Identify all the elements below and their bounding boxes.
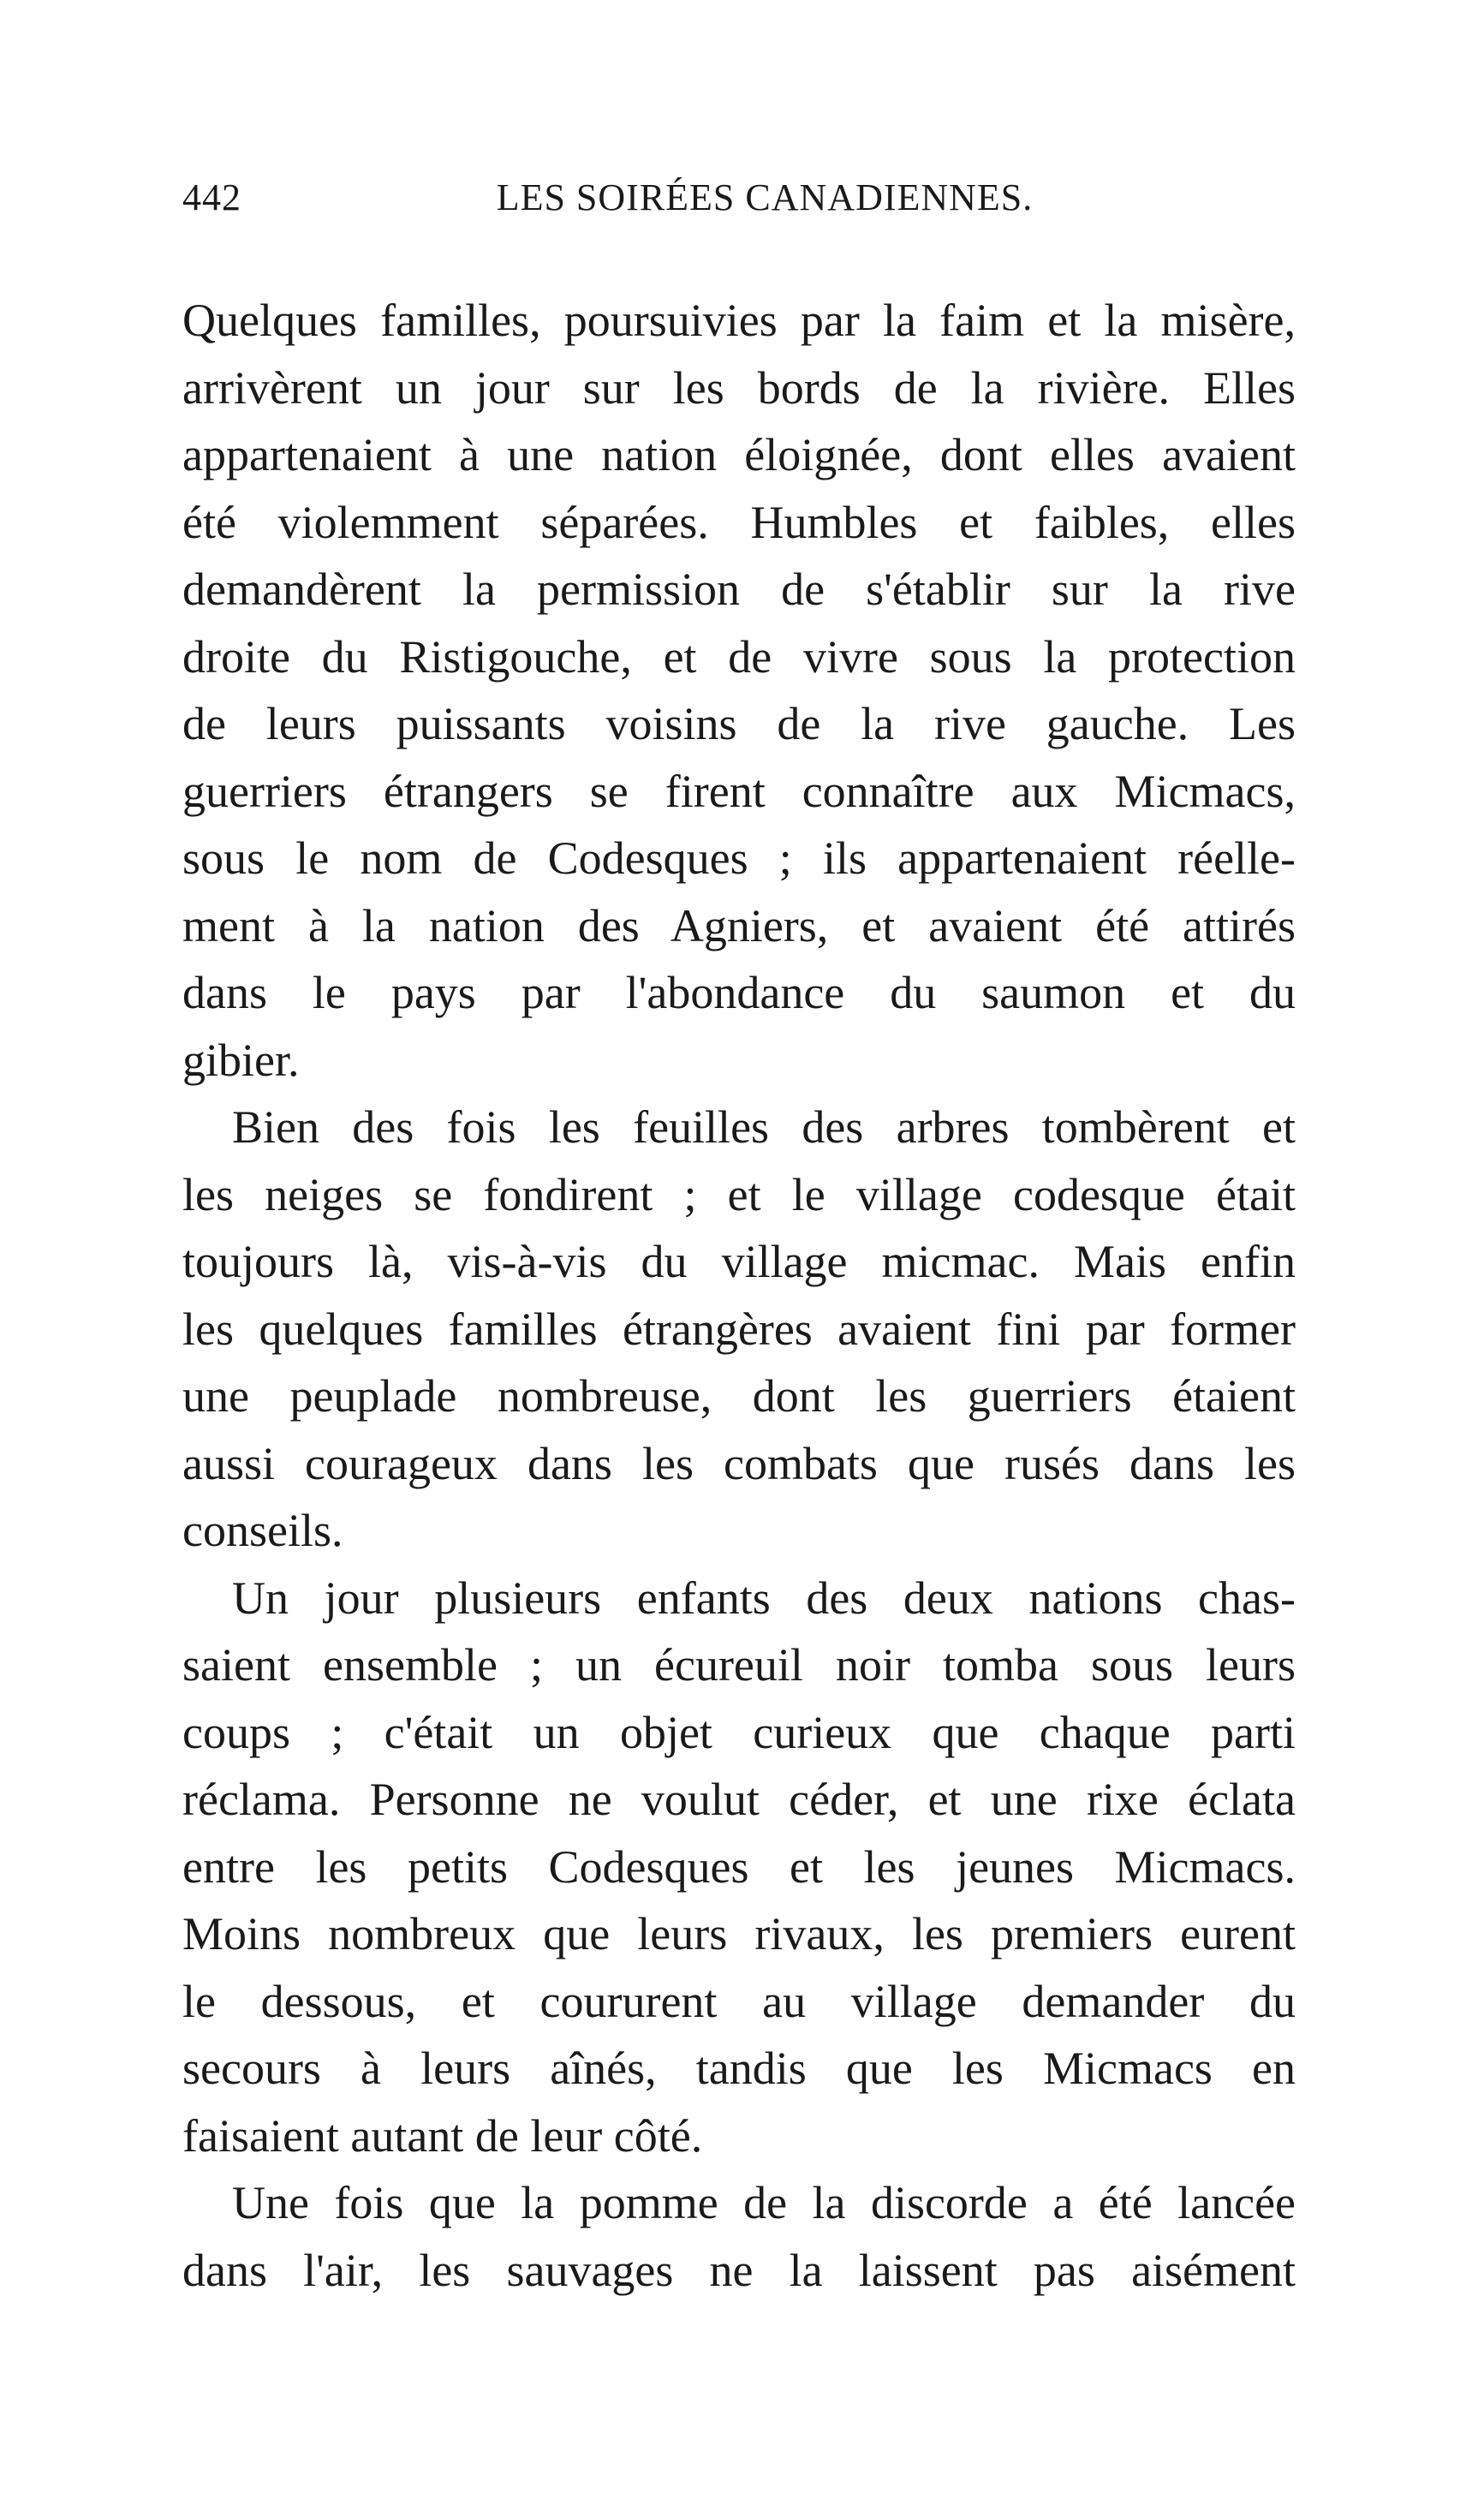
text-line: arrivèrent un jour sur les bords de la rivière. Elles xyxy=(182,361,1296,414)
text-line: ment à la nation des Agniers, et avaient été attirés xyxy=(182,899,1296,951)
text-line: coups ; c'était un objet curieux que chaque parti xyxy=(182,1706,1296,1758)
text-line: guerriers étrangers se firent connaître aux Micmacs, xyxy=(182,765,1296,817)
running-title: LES SOIRÉES CANADIENNES. xyxy=(496,176,1034,218)
text-line: gibier. xyxy=(182,1034,300,1086)
text-line: été violemment séparées. Humbles et faibles, elles xyxy=(182,496,1296,548)
text-line: Une fois que la pomme de la discorde a été lancée xyxy=(232,2177,1296,2228)
text-line: toujours là, vis-à-vis du village micmac. Mais enfin xyxy=(182,1236,1296,1287)
text-line: les quelques familles étrangères avaient fini par former xyxy=(182,1303,1296,1355)
text-line: Moins nombreux que leurs rivaux, les premiers eurent xyxy=(182,1908,1296,1959)
text-line: Quelques familles, poursuivies par la faim et la misère, xyxy=(182,295,1296,346)
text-line: dans l'air, les sauvages ne la laissent pas aisément xyxy=(182,2244,1296,2296)
text-line: entre les petits Codesques et les jeunes Micmacs. xyxy=(182,1840,1296,1893)
text-line: le dessous, et coururent au village demander du xyxy=(182,1975,1296,2027)
text-line: sous le nom de Codesques ; ils appartenaient réelle- xyxy=(182,832,1296,884)
text-line: conseils. xyxy=(182,1505,343,1556)
text-line: aussi courageux dans les combats que rusés dans les xyxy=(182,1437,1296,1489)
text-line: de leurs puissants voisins de la rive gauche. Les xyxy=(182,698,1296,749)
text-line: appartenaient à une nation éloignée, dont elles avaient xyxy=(182,429,1296,480)
page-number: 442 xyxy=(182,176,241,218)
body-text xyxy=(182,287,1296,2304)
running-head xyxy=(182,176,1313,227)
text-line: demandèrent la permission de s'établir sur la rive xyxy=(182,564,1296,615)
text-line: les neiges se fondirent ; et le village codesque était xyxy=(182,1168,1296,1220)
text-line: saient ensemble ; un écureuil noir tomba sous leurs xyxy=(182,1639,1296,1691)
text-line: secours à leurs aînés, tandis que les Micmacs en xyxy=(182,2043,1296,2094)
text-line: réclama. Personne ne voulut céder, et une rixe éclata xyxy=(182,1774,1296,1825)
text-line: droite du Ristigouche, et de vivre sous la protection xyxy=(182,630,1296,683)
text-line: une peuplade nombreuse, dont les guerriers étaient xyxy=(182,1370,1296,1422)
text-line: Un jour plusieurs enfants des deux nations chas- xyxy=(232,1572,1296,1624)
text-line: Bien des fois les feuilles des arbres tombèrent et xyxy=(232,1101,1296,1153)
text-line: dans le pays par l'abondance du saumon et du xyxy=(182,967,1296,1018)
text-line: faisaient autant de leur côté. xyxy=(182,2109,703,2162)
